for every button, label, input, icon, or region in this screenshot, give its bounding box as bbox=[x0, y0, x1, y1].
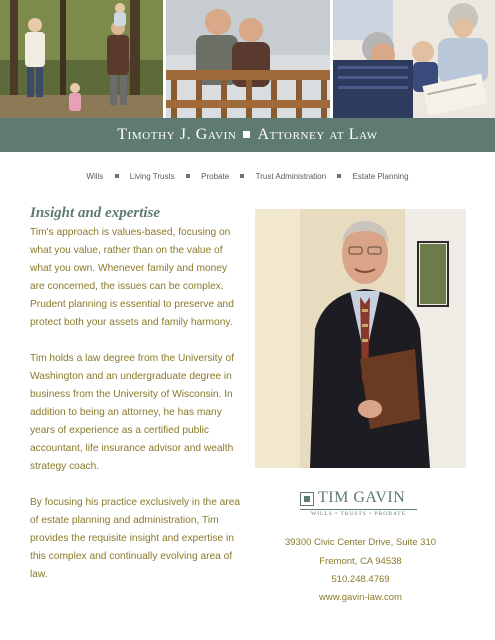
nav-item-probate: Probate bbox=[201, 172, 230, 181]
website-link[interactable]: www.gavin-law.com bbox=[319, 592, 402, 603]
attorney-title: Attorney at Law bbox=[257, 126, 378, 143]
tim-gavin-logo bbox=[300, 491, 420, 521]
approach-paragraph: Tim's approach is values-based, focusing on what you value, rather than on the value of what you own. Whenever family and money are concerned, the issues can be complex. Prudent planning is essential to preserve and protect both your assets and family harmony. bbox=[30, 227, 234, 328]
nav-item-estate-planning: Estate Planning bbox=[352, 172, 409, 181]
family-walking-photo bbox=[0, 0, 163, 118]
credentials-paragraph: Tim holds a law degree from the University of Washington and an undergraduate degree in business from the University of Wisconsin. In addition to being an attorney, he has many years of experience as a certified public accountant, life insurance advisor and wealth strategy coach. bbox=[30, 353, 235, 472]
office-address: 39300 Civic Center Drive, Suite 310 bbox=[284, 537, 437, 548]
section-heading: Insight and expertise bbox=[30, 205, 161, 221]
practice-area-nav bbox=[0, 172, 495, 181]
office-city: Fremont, CA 94538 bbox=[319, 556, 402, 567]
focus-paragraph: By focusing his practice exclusively in the area of estate planning and administration, Tim provides the requisite insight and expertise in this complex and continually evolving area of law. bbox=[30, 497, 241, 580]
grandparents-reading-photo bbox=[333, 0, 495, 118]
office-phone: 510.248.4769 bbox=[331, 574, 390, 585]
logo-name: TIM GAVIN bbox=[318, 489, 406, 506]
couple-on-deck-photo bbox=[166, 0, 330, 118]
logo-mark-icon bbox=[300, 492, 314, 506]
nav-item-wills: Wills bbox=[86, 172, 104, 181]
square-bullet-icon bbox=[115, 174, 119, 178]
logo-divider bbox=[300, 509, 417, 510]
square-bullet-icon bbox=[186, 174, 190, 178]
title-banner bbox=[0, 118, 495, 152]
nav-item-trust-administration: Trust Administration bbox=[255, 172, 327, 181]
square-separator-icon bbox=[243, 131, 250, 138]
square-bullet-icon bbox=[240, 174, 244, 178]
logo-tagline: WILLS • TRUSTS • PROBATE bbox=[311, 511, 406, 517]
header-photo-strip bbox=[0, 0, 495, 118]
nav-item-living-trusts: Living Trusts bbox=[129, 172, 175, 181]
attorney-portrait-photo bbox=[255, 209, 466, 468]
attorney-name: Timothy J. Gavin bbox=[117, 126, 237, 143]
square-bullet-icon bbox=[337, 174, 341, 178]
